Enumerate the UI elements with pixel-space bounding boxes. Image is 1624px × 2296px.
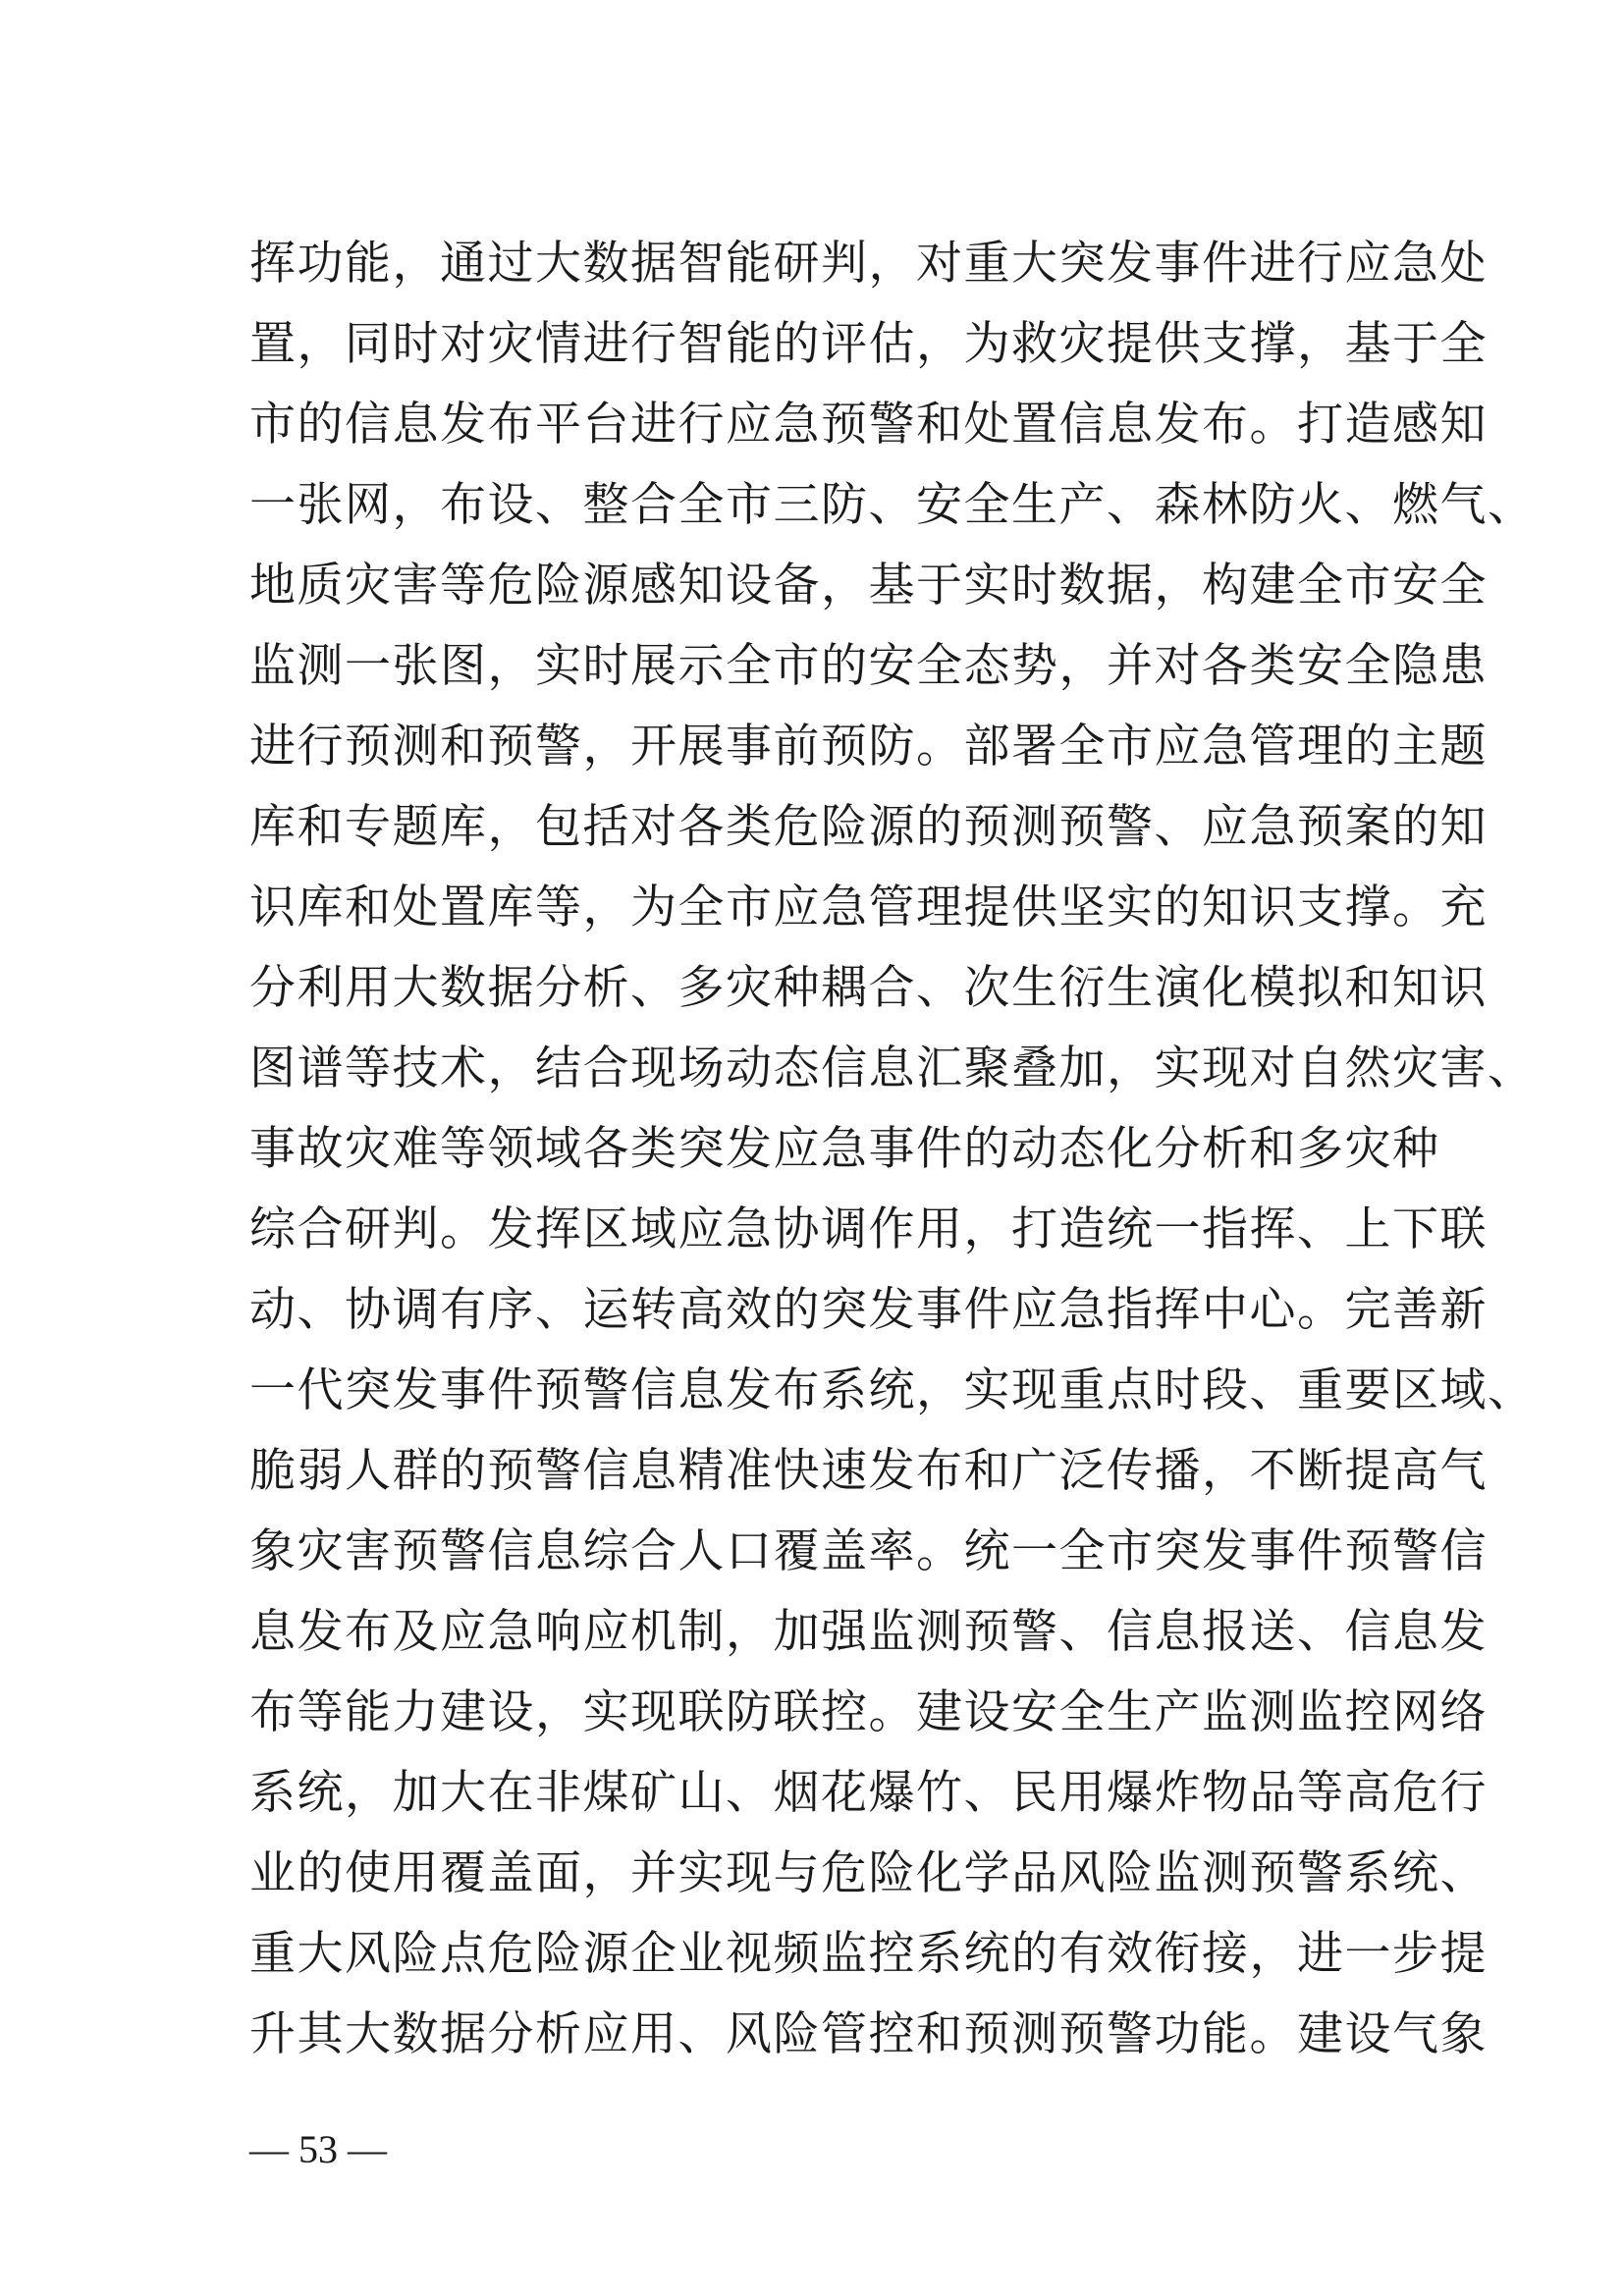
text-line: 分利用大数据分析、多灾种耦合、次生衍生演化模拟和知识 [249, 961, 1488, 1015]
text-line: 布等能力建设，实现联防联控。建设安全生产监测监控网络 [249, 1685, 1488, 1739]
text-line: 综合研判。发挥区域应急协调作用，打造统一指挥、上下联 [249, 1202, 1488, 1256]
text-line: 挥功能，通过大数据智能研判，对重大突发事件进行应急处 [249, 237, 1488, 291]
page-number: — 53 — [249, 2127, 387, 2171]
text-line: 事故灾难等领域各类突发应急事件的动态化分析和多灾种 [249, 1122, 1440, 1176]
text-line: 一代突发事件预警信息发布系统，实现重点时段、重要区域、 [249, 1363, 1536, 1417]
text-line: 图谱等技术，结合现场动态信息汇聚叠加，实现对自然灾害、 [249, 1041, 1536, 1095]
text-line: 库和专题库，包括对各类危险源的预测预警、应急预案的知 [249, 800, 1488, 854]
text-line: 动、协调有序、运转高效的突发事件应急指挥中心。完善新 [249, 1283, 1488, 1337]
text-line: 业的使用覆盖面，并实现与危险化学品风险监测预警系统、 [249, 1846, 1488, 1900]
text-line: 置，同时对灾情进行智能的评估，为救灾提供支撑，基于全 [249, 317, 1488, 371]
text-line: 脆弱人群的预警信息精准快速发布和广泛传播，不断提高气 [249, 1444, 1488, 1498]
text-line: 地质灾害等危险源感知设备，基于实时数据，构建全市安全 [249, 559, 1488, 613]
body-paragraph [249, 224, 1536, 2075]
text-line: 识库和处置库等，为全市应急管理提供坚实的知识支撑。充 [249, 881, 1488, 934]
text-line: 一张网，布设、整合全市三防、安全生产、森林防火、燃气、 [249, 478, 1536, 532]
text-line: 市的信息发布平台进行应急预警和处置信息发布。打造感知 [249, 398, 1488, 452]
text-line: 息发布及应急响应机制，加强监测预警、信息报送、信息发 [249, 1605, 1488, 1659]
text-line: 进行预测和预警，开展事前预防。部署全市应急管理的主题 [249, 720, 1488, 774]
text-line: 监测一张图，实时展示全市的安全态势，并对各类安全隐患 [249, 639, 1488, 693]
text-line: 升其大数据分析应用、风险管控和预测预警功能。建设气象 [249, 2007, 1488, 2061]
text-line: 系统，加大在非煤矿山、烟花爆竹、民用爆炸物品等高危行 [249, 1766, 1488, 1820]
text-line: 象灾害预警信息综合人口覆盖率。统一全市突发事件预警信 [249, 1524, 1488, 1578]
text-line: 重大风险点危险源企业视频监控系统的有效衔接，进一步提 [249, 1927, 1488, 1981]
